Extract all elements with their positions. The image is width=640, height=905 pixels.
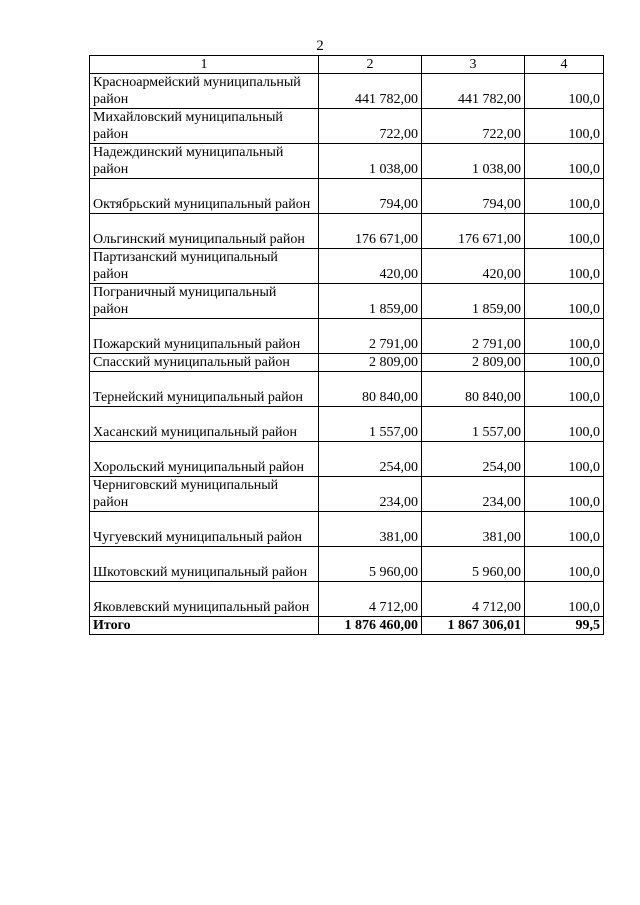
percent-cell: 100,0 (525, 512, 604, 547)
page-number: 2 (316, 38, 324, 54)
table-row (90, 179, 604, 214)
planned-amount-cell: 80 840,00 (319, 372, 422, 407)
table-row (90, 354, 604, 372)
district-name-cell: Спасский муниципальный район (90, 354, 319, 372)
planned-amount-cell: 1 859,00 (319, 284, 422, 319)
district-name-cell: Яковлевский муниципальный район (90, 582, 319, 617)
planned-amount-cell: 254,00 (319, 442, 422, 477)
percent-cell: 100,0 (525, 144, 604, 179)
budget-table (89, 55, 604, 635)
total-actual-cell: 1 867 306,01 (422, 617, 525, 635)
district-name-cell: Партизанский муниципальный район (90, 249, 319, 284)
total-planned-cell: 1 876 460,00 (319, 617, 422, 635)
percent-cell: 100,0 (525, 582, 604, 617)
district-name-cell: Михайловский муниципальный район (90, 109, 319, 144)
percent-cell: 100,0 (525, 319, 604, 354)
district-name-cell: Пожарский муниципальный район (90, 319, 319, 354)
actual-amount-cell: 2 809,00 (422, 354, 525, 372)
table-row (90, 249, 604, 284)
planned-amount-cell: 1 557,00 (319, 407, 422, 442)
table-header-row (90, 56, 604, 74)
planned-amount-cell: 441 782,00 (319, 74, 422, 109)
planned-amount-cell: 2 809,00 (319, 354, 422, 372)
district-name-cell: Тернейский муниципальный район (90, 372, 319, 407)
table-row (90, 372, 604, 407)
actual-amount-cell: 1 038,00 (422, 144, 525, 179)
planned-amount-cell: 2 791,00 (319, 319, 422, 354)
district-name-cell: Хасанский муниципальный район (90, 407, 319, 442)
percent-cell: 100,0 (525, 284, 604, 319)
actual-amount-cell: 722,00 (422, 109, 525, 144)
table-row (90, 144, 604, 179)
district-name-cell: Хорольский муниципальный район (90, 442, 319, 477)
percent-cell: 100,0 (525, 407, 604, 442)
planned-amount-cell: 4 712,00 (319, 582, 422, 617)
actual-amount-cell: 420,00 (422, 249, 525, 284)
percent-cell: 100,0 (525, 477, 604, 512)
table-row (90, 407, 604, 442)
percent-cell: 100,0 (525, 179, 604, 214)
percent-cell: 100,0 (525, 74, 604, 109)
district-name-cell: Шкотовский муниципальный район (90, 547, 319, 582)
district-name-cell: Черниговский муниципальный район (90, 477, 319, 512)
table-row (90, 319, 604, 354)
column-header: 4 (525, 56, 604, 74)
percent-cell: 100,0 (525, 249, 604, 284)
actual-amount-cell: 4 712,00 (422, 582, 525, 617)
table-row (90, 284, 604, 319)
percent-cell: 100,0 (525, 547, 604, 582)
percent-cell: 100,0 (525, 109, 604, 144)
column-header: 2 (319, 56, 422, 74)
district-name-cell: Красноармейский муниципальный район (90, 74, 319, 109)
actual-amount-cell: 176 671,00 (422, 214, 525, 249)
table-row (90, 109, 604, 144)
percent-cell: 100,0 (525, 372, 604, 407)
percent-cell: 100,0 (525, 442, 604, 477)
table-row (90, 547, 604, 582)
planned-amount-cell: 234,00 (319, 477, 422, 512)
total-label-cell: Итого (90, 617, 319, 635)
actual-amount-cell: 80 840,00 (422, 372, 525, 407)
planned-amount-cell: 5 960,00 (319, 547, 422, 582)
planned-amount-cell: 1 038,00 (319, 144, 422, 179)
planned-amount-cell: 176 671,00 (319, 214, 422, 249)
district-name-cell: Ольгинский муниципальный район (90, 214, 319, 249)
actual-amount-cell: 1 859,00 (422, 284, 525, 319)
column-header: 3 (422, 56, 525, 74)
column-header: 1 (90, 56, 319, 74)
percent-cell: 100,0 (525, 354, 604, 372)
actual-amount-cell: 254,00 (422, 442, 525, 477)
planned-amount-cell: 794,00 (319, 179, 422, 214)
district-name-cell: Пограничный муниципальный район (90, 284, 319, 319)
district-name-cell: Октябрьский муниципальный район (90, 179, 319, 214)
total-percent-cell: 99,5 (525, 617, 604, 635)
planned-amount-cell: 420,00 (319, 249, 422, 284)
table-row (90, 74, 604, 109)
table-row (90, 442, 604, 477)
actual-amount-cell: 234,00 (422, 477, 525, 512)
planned-amount-cell: 381,00 (319, 512, 422, 547)
table-row (90, 582, 604, 617)
table-row (90, 477, 604, 512)
total-row (90, 617, 604, 635)
actual-amount-cell: 441 782,00 (422, 74, 525, 109)
actual-amount-cell: 2 791,00 (422, 319, 525, 354)
table-row (90, 214, 604, 249)
planned-amount-cell: 722,00 (319, 109, 422, 144)
actual-amount-cell: 794,00 (422, 179, 525, 214)
district-name-cell: Чугуевский муниципальный район (90, 512, 319, 547)
actual-amount-cell: 381,00 (422, 512, 525, 547)
table-row (90, 512, 604, 547)
actual-amount-cell: 5 960,00 (422, 547, 525, 582)
actual-amount-cell: 1 557,00 (422, 407, 525, 442)
percent-cell: 100,0 (525, 214, 604, 249)
district-name-cell: Надеждинский муниципальный район (90, 144, 319, 179)
